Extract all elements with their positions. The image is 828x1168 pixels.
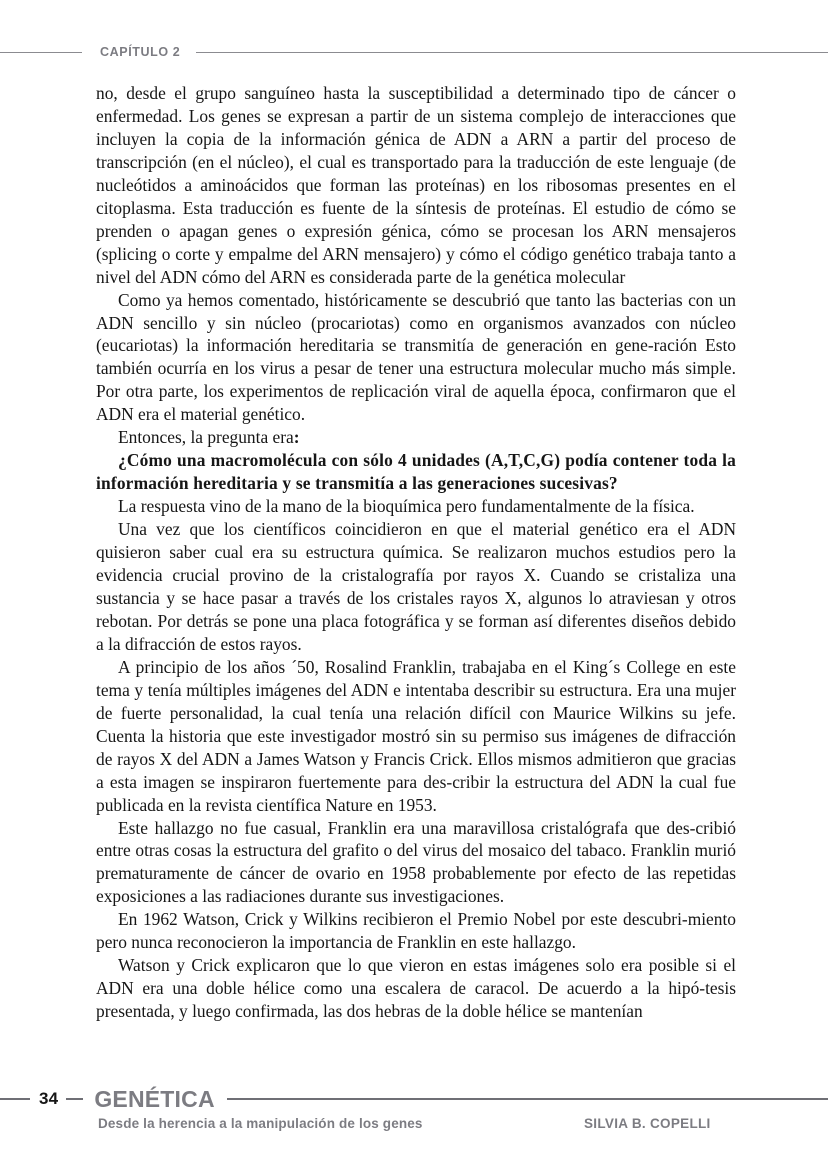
- paragraph: A principio de los años ´50, Rosalind Franklin, trabajaba en el King´s College en este tema y tenía múltiples imágenes del ADN e intentaba describir su estructura. Era una mujer de fuerte personalidad, la cual tenía una relación difícil con Maurice Wilkins su jefe. Cuenta la historia que este investigador mostró sin su permiso sus imágenes de difracción de rayos X del ADN a James Watson y Francis Crick. Ellos mismos admitieron que gracias a esta imagen se inspiraron fuertemente para des-cribir la estructura del ADN la cual fue publicada en la revista científica Nature en 1953.: [96, 656, 736, 815]
- footer-rule-right: [227, 1098, 828, 1100]
- paragraph: La respuesta vino de la mano de la bioquímica pero fundamentalmente de la física.: [118, 496, 695, 517]
- page-number: 34: [39, 1089, 59, 1108]
- footer-rule-left: [0, 1098, 30, 1100]
- paragraph-question-bold: ¿Cómo una macromolécula con sólo 4 unidades (A,T,C,G) podía contener toda la información hereditaria y se transmitía a las generaciones sucesivas?: [96, 450, 736, 494]
- paragraph: Este hallazgo no fue casual, Franklin era una maravillosa cristalógrafa que des-cribió entre otras cosas la estructura del grafito o del virus del mosaico del tabaco. Franklin murió prematuramente de cáncer de ovario en 1958 probablemente por efecto de las repetidas exposiciones a las radiaciones durante sus investigaciones.: [96, 817, 736, 907]
- chapter-label: CAPÍTULO 2: [100, 45, 181, 59]
- paragraph: Watson y Crick explicaron que lo que vieron en estas imágenes solo era posible si el ADN era una doble hélice como una escalera de caracol. De acuerdo a la hipó-tesis presentada, y luego confirmada, las dos hebras de la doble hélice se mantenían: [96, 955, 736, 1022]
- paragraph: Como ya hemos comentado, históricamente se descubrió que tanto las bacterias con un ADN sencillo y sin núcleo (procariotas) como en organismos avanzados con núcleo (eucariotas) la información hereditaria se transmitía de generación en gene-ración Esto también ocurría en los virus a pesar de tener una estructura molecular mucho más simple. Por otra parte, los experimentos de replicación viral de aquella época, confirmaron que el ADN era el material genético.: [96, 289, 736, 425]
- paragraph: En 1962 Watson, Crick y Wilkins recibieron el Premio Nobel por este descubri-miento pero nunca reconocieron la importancia de Franklin en este hallazgo.: [96, 909, 736, 953]
- header-rule-right: [196, 52, 828, 53]
- footer-title-row: [0, 1086, 828, 1112]
- paragraph: Una vez que los científicos coincidieron en que el material genético era el ADN quisieron saber cual era su estructura química. Se realizaron muchos estudios pero la evidencia crucial provino de la cristalografía por rayos X. Cuando se cristaliza una sustancia y se hace pasar a través de los cristales rayos X, algunos lo atraviesan y otros rebotan. Por detrás se pone una placa fotográfica y se forman así diferentes diseños debido a la difracción de estos rayos.: [96, 519, 736, 654]
- page-footer: [0, 1086, 828, 1148]
- author-name: SILVIA B. COPELLI: [584, 1116, 711, 1131]
- page-header: [0, 42, 828, 62]
- paragraph-text: Entonces, la pregunta era: [118, 427, 294, 448]
- body-text-column: [96, 82, 736, 1023]
- book-subtitle: Desde la herencia a la manipulación de los genes: [98, 1116, 423, 1131]
- paragraph-question-lead: [96, 426, 736, 449]
- paragraph-colon: :: [293, 427, 300, 448]
- header-rule-left: [0, 52, 82, 53]
- footer-rule-middle: [66, 1098, 83, 1100]
- book-title: GENÉTICA: [94, 1085, 215, 1112]
- footer-subtitle-row: [0, 1116, 828, 1140]
- paragraph: no, desde el grupo sanguíneo hasta la susceptibilidad a determinado tipo de cáncer o enfermedad. Los genes se expresan a partir de un sistema complejo de interacciones que incluyen la copia de la información génica de ADN a ARN a partir del proceso de transcripción (en el núcleo), el cual es transportado para la traducción de este lenguaje (de nucleótidos a aminoácidos que forman las proteínas) en los ribosomas presentes en el citoplasma. Esta traducción es fuente de la síntesis de proteínas. El estudio de cómo se prenden o apagan genes o expresión génica, cómo se procesan los ARN mensajeros (splicing o corte y empalme del ARN mensajero) y cómo el código genético trabaja tanto a nivel del ADN cómo del ARN es considerada parte de la genética molecular: [96, 83, 736, 287]
